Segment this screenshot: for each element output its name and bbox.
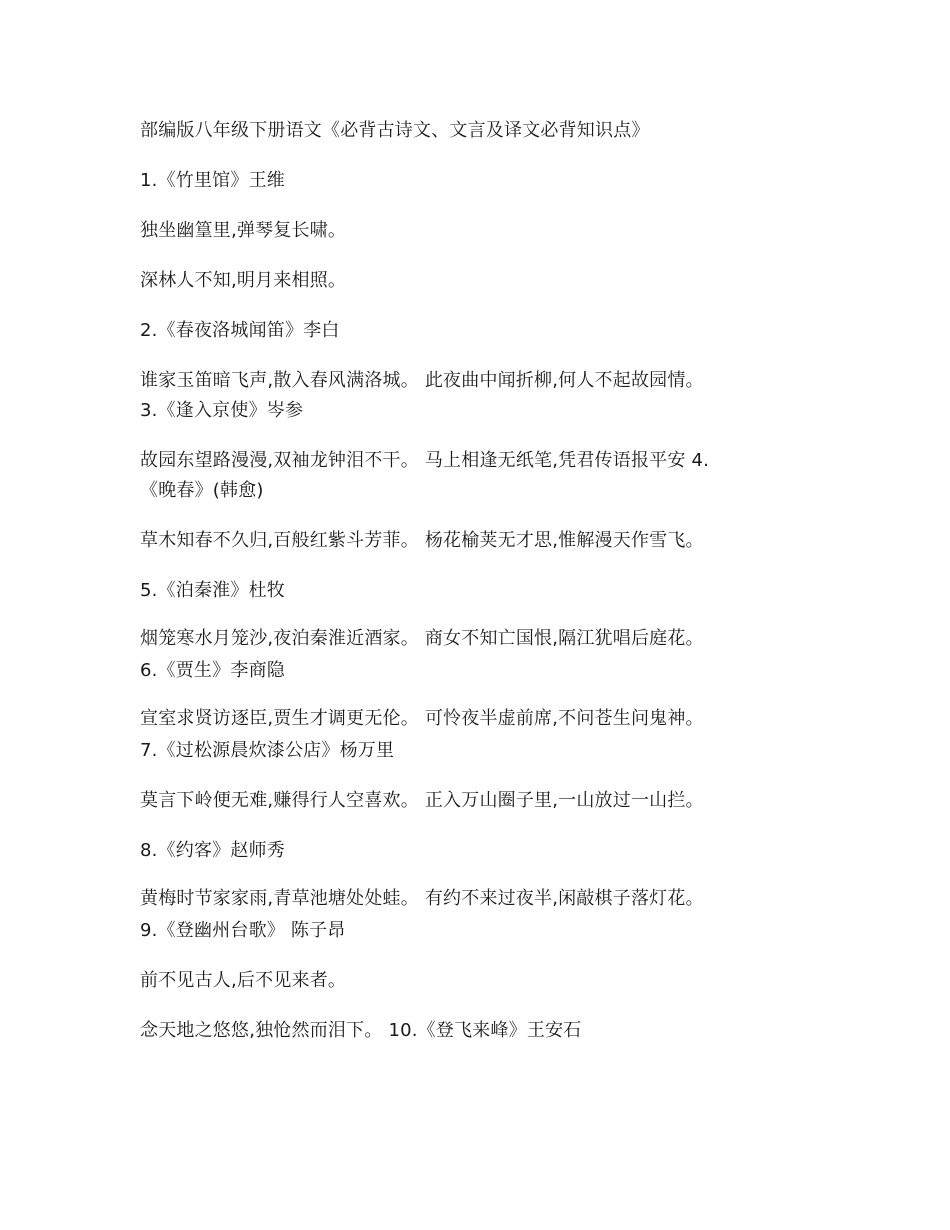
poem-heading-2: 2.《春夜洛城闻笛》李白	[140, 320, 340, 341]
poem-heading-4: 《晚春》(韩愈)	[140, 480, 264, 501]
text-line: 黄梅时节家家雨,青草池塘处处蛙。 有约不来过夜半,闲敲棋子落灯花。	[140, 888, 704, 909]
text-line: 念天地之悠悠,独怆然而泪下。 10.《登飞来峰》王安石	[140, 1020, 582, 1041]
poem-heading-9: 9.《登幽州台歌》 陈子昂	[140, 920, 346, 941]
poem-heading-5: 5.《泊秦淮》杜牧	[140, 580, 285, 601]
text-line: 故园东望路漫漫,双袖龙钟泪不干。 马上相逢无纸笔,凭君传语报平安 4.	[140, 450, 710, 471]
text-line: 烟笼寒水月笼沙,夜泊秦淮近酒家。 商女不知亡国恨,隔江犹唱后庭花。	[140, 628, 704, 649]
poem-heading-8: 8.《约客》赵师秀	[140, 840, 285, 861]
text-line: 深林人不知,明月来相照。	[140, 270, 347, 291]
poem-heading-3: 3.《逢入京使》岑参	[140, 400, 304, 421]
text-line: 前不见古人,后不见来者。	[140, 970, 347, 991]
text-line: 草木知春不久归,百般红紫斗芳菲。 杨花榆荚无才思,惟解漫天作雪飞。	[140, 530, 704, 551]
document-title: 部编版八年级下册语文《必背古诗文、文言及译文必背知识点》	[140, 120, 650, 141]
poem-heading-6: 6.《贾生》李商隐	[140, 660, 285, 681]
poem-heading-1: 1.《竹里馆》王维	[140, 170, 285, 191]
text-line: 谁家玉笛暗飞声,散入春风满洛城。 此夜曲中闻折柳,何人不起故园情。	[140, 370, 704, 391]
poem-heading-7: 7.《过松源晨炊漆公店》杨万里	[140, 740, 395, 761]
text-line: 宣室求贤访逐臣,贾生才调更无伦。 可怜夜半虚前席,不问苍生问鬼神。	[140, 708, 704, 729]
text-line: 莫言下岭便无难,赚得行人空喜欢。 正入万山圈子里,一山放过一山拦。	[140, 790, 704, 811]
text-line: 独坐幽篁里,弹琴复长啸。	[140, 220, 347, 241]
